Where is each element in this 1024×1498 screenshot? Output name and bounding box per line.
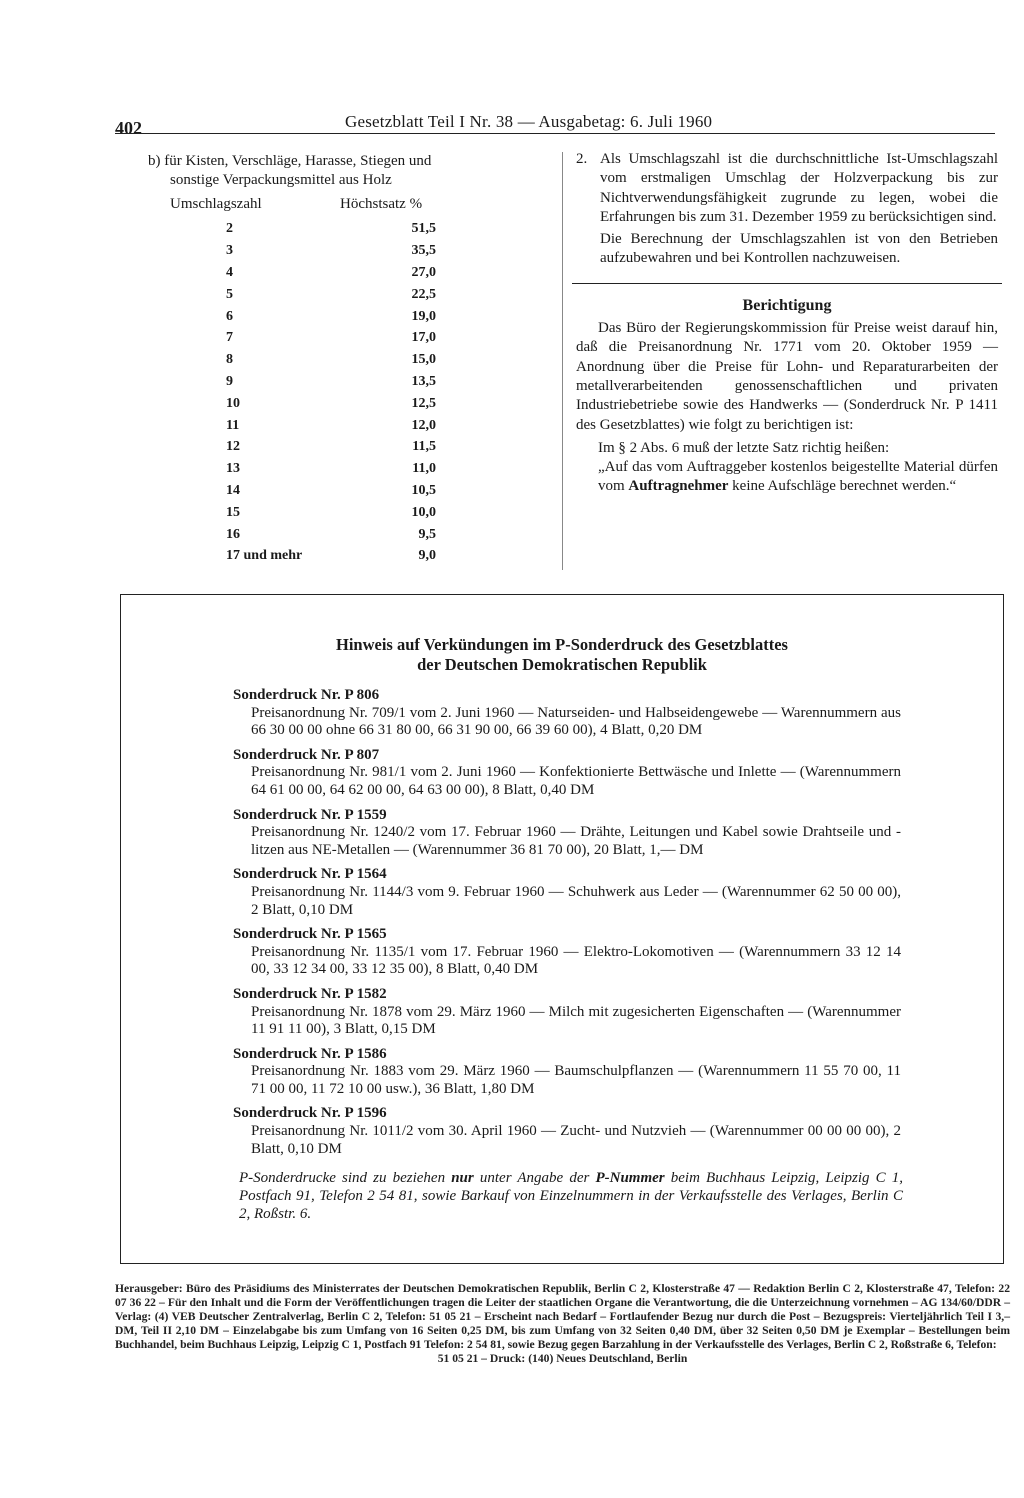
rate-zahl: 2 — [226, 221, 233, 237]
rate-satz: 10,0 — [411, 504, 436, 520]
notice-footer-mid: unter Angabe der — [479, 1170, 590, 1186]
rate-section-heading — [148, 152, 548, 190]
rate-zahl: 17 und mehr — [226, 548, 303, 564]
correction-quote-post: keine Aufschläge berechnet werden.“ — [732, 478, 957, 495]
item-2-paragraph-2: Die Berechnung der Umschlagszahlen ist von den Betrieben aufzubewahren und bei Kontrollen nachzuweisen. — [600, 231, 998, 267]
running-head: Gesetzblatt Teil I Nr. 38 — Ausgabetag: 6. Juli 1960 — [345, 112, 713, 131]
rate-satz: 17,0 — [411, 330, 436, 346]
rate-row — [188, 327, 436, 349]
sonderdruck-body: Preisanordnung Nr. 1883 vom 29. März 1960 — Baumschulpflanzen — (Warennummern 11 55 70 00, 11 71 00 00, 11 72 10 00 usw.), 36 Blatt, 1,80 DM — [251, 1063, 901, 1097]
rate-zahl: 4 — [226, 264, 233, 280]
rate-satz: 9,5 — [418, 526, 436, 542]
imprint — [115, 1282, 1010, 1366]
rate-heading-line2: sonstige Verpackungsmittel aus Holz — [170, 172, 392, 188]
notice-title — [121, 635, 1003, 675]
notice-footer-bold2: P-Nummer — [595, 1170, 665, 1186]
page-number: 402 — [115, 118, 142, 138]
rate-zahl: 7 — [226, 330, 233, 346]
rate-satz: 19,0 — [411, 308, 436, 324]
rate-row — [188, 523, 436, 545]
rate-zahl: 15 — [226, 504, 240, 520]
notice-title-line2: der Deutschen Demokratischen Republik — [417, 655, 707, 674]
rate-row — [188, 240, 436, 262]
rate-zahl: 14 — [226, 482, 240, 498]
sonderdruck-body: Preisanordnung Nr. 1135/1 vom 17. Februar 1960 — Elektro-Lokomotiven — (Warennummern 33 12 14 00, 33 12 34 00, 33 12 35 00), 8 Blatt, 0,40 DM — [251, 943, 901, 978]
sonderdruck-title: Sonderdruck Nr. P 806 — [233, 687, 380, 703]
rate-row — [188, 480, 436, 502]
sonderdruck-body: Preisanordnung Nr. 709/1 vom 2. Juni 1960 — Naturseiden- und Halbseidengewebe — Warennummern aus 66 30 00 00 ohne 66 31 80 00, 66 31 90 00, 66 39 60 00), 4 Blatt, 0,20 DM — [251, 704, 901, 739]
rate-row — [188, 458, 436, 480]
rate-row — [188, 349, 436, 371]
sonderdruck-item — [233, 1046, 901, 1099]
rate-zahl: 10 — [226, 395, 240, 411]
notice-box — [120, 594, 1004, 1264]
sonderdruck-item — [233, 926, 901, 979]
notice-footer — [239, 1169, 903, 1223]
rate-row — [188, 436, 436, 458]
rate-zahl: 12 — [226, 439, 240, 455]
rate-row — [188, 305, 436, 327]
notice-footer-pre: P-Sonderdrucke sind zu beziehen — [239, 1170, 446, 1186]
rate-zahl: 11 — [226, 417, 240, 433]
notice-footer-bold: nur — [451, 1170, 474, 1186]
correction-intro: Im § 2 Abs. 6 muß der letzte Satz richtig heißen: — [598, 439, 890, 456]
column-divider — [562, 152, 563, 570]
rate-row — [188, 501, 436, 523]
imprint-last-line: 51 05 21 – Druck: (140) Neues Deutschland, Berlin — [437, 1352, 688, 1365]
sonderdruck-title: Sonderdruck Nr. P 807 — [233, 746, 380, 763]
rate-satz: 12,5 — [411, 395, 436, 411]
right-column — [576, 150, 998, 497]
sonderdruck-item — [233, 687, 901, 740]
rate-satz: 35,5 — [411, 243, 436, 259]
sonderdruck-item — [233, 986, 901, 1039]
rate-satz: 22,5 — [411, 286, 436, 302]
sonderdruck-item — [233, 866, 901, 919]
rate-row — [188, 283, 436, 305]
sonderdruck-title: Sonderdruck Nr. P 1564 — [233, 866, 387, 883]
rate-zahl: 9 — [226, 373, 233, 389]
imprint-text: Herausgeber: Büro des Präsidiums des Ministerrates der Deutschen Demokratischen Republik, Berlin C 2, Klosterstraße 47 — Redaktion Berlin C 2, Klosterstraße 47, Telefon: 22 07 36 22 – Für den Inhalt und die Form der Veröffentlichungen tragen die Leiter der staatlichen Organe die Verantwortung, die die Unterzeichnung vornehmen – AG 134/60/DDR – Verlag: (4) VEB Deutscher Zentralverlag, Berlin C 2, Telefon: 51 05 21 – Erscheint nach Bedarf – Fortlaufender Bezug nur durch die Post – Bezugspreis: Vierteljährlich Teil I 3,– DM, Teil II 2,10 DM – Einzelabgabe bis zum Umfang von 16 Seiten 0,25 DM, bis zum Umfang von 32 Seiten 0,40 DM, über 32 Seiten 0,50 DM je Exemplar – Bestellungen beim Buchhandel, beim Buchhaus Leipzig, Leipzig C 1, Postfach 91 Telefon: 2 54 81, sowie Bezug gegen Barzahlung in der Verkaufsstelle des Verlages, Berlin C 2, Roßstraße 6, Telefon: — [115, 1282, 1010, 1351]
rate-zahl: 8 — [226, 352, 233, 368]
item-2-text: Als Umschlagszahl ist die durchschnittliche Ist-Umschlagszahl vom erstmaligen Umschlag der Holzverpackung bis zur Nichtverwendungsfähigkeit zugrunde zu legen, wobei die Erfahrungen bis zum 31. Dezember 1959 zu berücksichtigen sind. — [600, 151, 998, 225]
sonderdruck-title: Sonderdruck Nr. P 1565 — [233, 926, 387, 943]
rate-zahl: 6 — [226, 308, 233, 324]
rate-row — [188, 392, 436, 414]
notice-title-line1: Hinweis auf Verkündungen im P-Sonderdruck des Gesetzblattes — [336, 635, 788, 654]
header-rule — [115, 133, 995, 134]
sonderdruck-title: Sonderdruck Nr. P 1582 — [233, 985, 387, 1002]
rate-row — [188, 371, 436, 393]
sonderdruck-title: Sonderdruck Nr. P 1559 — [233, 806, 387, 823]
section-rule — [572, 283, 1002, 284]
rate-satz: 15,0 — [411, 352, 436, 368]
sonderdruck-item — [233, 807, 901, 860]
correction-quote — [598, 458, 998, 497]
berichtigung-title: Berichtigung — [742, 296, 832, 314]
correction-block — [598, 439, 998, 497]
correction-quote-bold: Auftragnehmer — [628, 478, 729, 495]
col-header-hoechstsatz: Höchstsatz % — [340, 196, 423, 212]
rate-table-header — [148, 195, 548, 214]
left-column — [148, 152, 548, 567]
notice-footer-post: beim Buchhaus Leipzig, Leipzig C 1, Postfach 91, Telefon 2 54 81, sowie Barkauf von Einzelnummern in der Verkaufsstelle des Verlages, Berlin C 2, Roßstr. 6. — [239, 1170, 904, 1222]
sonderdruck-item — [233, 747, 901, 800]
rate-heading-line1: b) für Kisten, Verschläge, Harasse, Stiegen und — [148, 153, 432, 169]
sonderdruck-title: Sonderdruck Nr. P 1586 — [233, 1045, 387, 1062]
berichtigung-text: Das Büro der Regierungskommission für Preise weist darauf hin, daß die Preisanordnung Nr. 1771 vom 20. Oktober 1959 — Anordnung über die Preise für Lohn- und Reparaturarbeiten der metallverarbeitenden genossenschaftlichen und privaten Industriebetriebe sowie des Handwerks — (Sonderdruck Nr. P 1411 des Gesetzblattes) wie folgt zu berichtigen ist: — [576, 320, 998, 433]
sonderdruck-body: Preisanordnung Nr. 1011/2 vom 30. April 1960 — Zucht- und Nutzvieh — (Warennummer 00 00 00 00), 2 Blatt, 0,10 DM — [251, 1123, 901, 1157]
sonderdruck-body: Preisanordnung Nr. 1878 vom 29. März 1960 — Milch mit zugesicherten Eigenschaften — (Warennummer 11 91 11 00), 3 Blatt, 0,15 DM — [251, 1003, 901, 1038]
rate-zahl: 13 — [226, 461, 240, 477]
rate-zahl: 16 — [226, 526, 240, 542]
sonderdruck-body: Preisanordnung Nr. 1240/2 vom 17. Februar 1960 — Drähte, Leitungen und Kabel sowie Drahtseile und -litzen aus NE-Metallen — (Warennummer 36 81 70 00), 20 Blatt, 1,— DM — [251, 824, 901, 858]
rate-satz: 12,0 — [411, 417, 436, 433]
sonderdruck-body: Preisanordnung Nr. 1144/3 vom 9. Februar 1960 — Schuhwerk aus Leder — (Warennummer 62 50 00 00), 2 Blatt, 0,10 DM — [251, 883, 901, 918]
rate-satz: 10,5 — [411, 482, 436, 498]
rate-satz: 11,5 — [412, 439, 436, 455]
rate-row — [188, 218, 436, 240]
rate-satz: 27,0 — [411, 264, 436, 280]
rate-satz: 51,5 — [411, 221, 436, 237]
rate-row — [188, 414, 436, 436]
sonderdruck-item — [233, 1105, 901, 1158]
rate-row — [188, 262, 436, 284]
rate-table — [188, 218, 436, 567]
sonderdruck-title: Sonderdruck Nr. P 1596 — [233, 1105, 387, 1122]
sonderdruck-body: Preisanordnung Nr. 981/1 vom 2. Juni 1960 — Konfektionierte Bettwäsche und Inlette — (Warennummern 64 61 00 00, 64 62 00 00, 64 63 00 00), 8 Blatt, 0,40 DM — [251, 764, 901, 798]
rate-zahl: 5 — [226, 286, 233, 302]
sonderdruck-list — [233, 687, 901, 1165]
rate-satz: 9,0 — [418, 548, 436, 564]
item-2-number: 2. — [576, 151, 588, 167]
rate-satz: 13,5 — [411, 373, 436, 389]
correction-quote-pre: „Auf das vom Auftraggeber kostenlos beigestellte Material dürfen vom — [598, 459, 998, 495]
col-header-umschlagszahl: Umschlagszahl — [170, 196, 262, 212]
rate-satz: 11,0 — [412, 461, 436, 477]
rate-row — [188, 545, 436, 567]
item-2 — [576, 150, 998, 227]
rate-zahl: 3 — [226, 243, 233, 259]
